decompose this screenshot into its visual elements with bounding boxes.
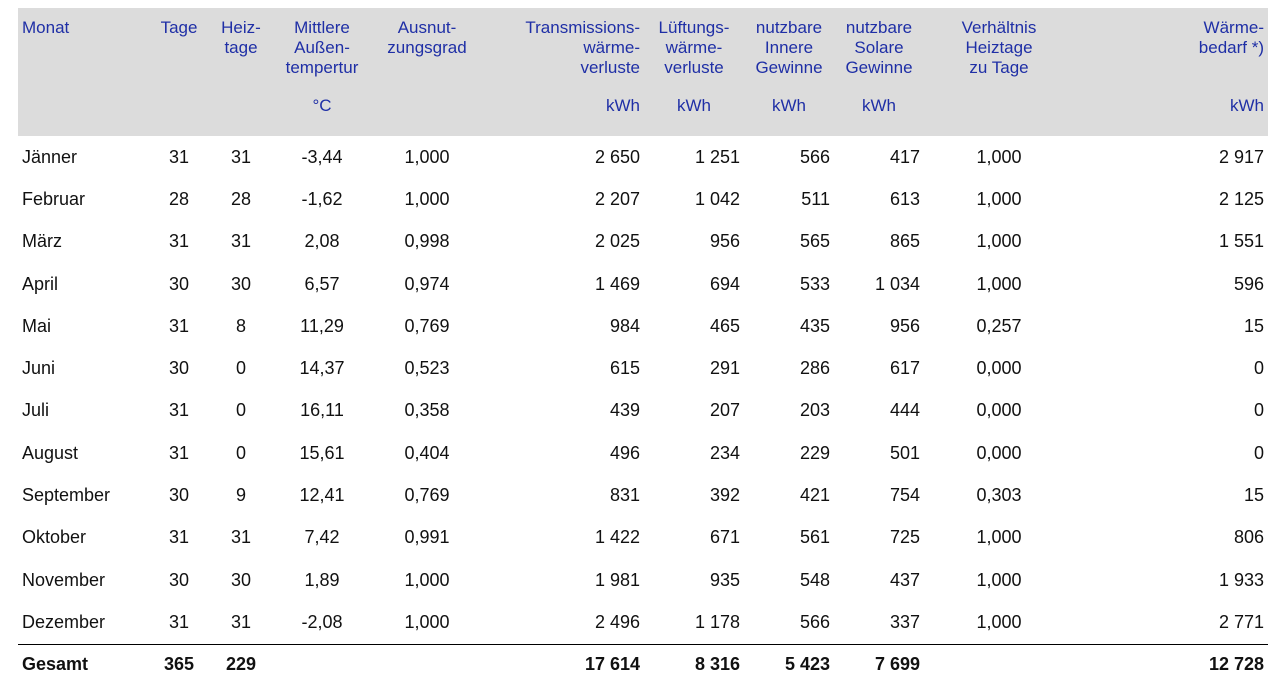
cell-transmission-losses: 496 <box>609 442 640 463</box>
cell-heating-days-ratio: 0,257 <box>976 315 1022 336</box>
cell-heat-demand: 1 551 <box>1218 231 1264 252</box>
cell-month: September <box>22 485 111 506</box>
cell-heating-days: 31 <box>230 611 252 632</box>
table-body <box>18 136 1268 644</box>
header-line: Lüftungs- <box>658 18 730 37</box>
cell-heat-demand: 806 <box>1233 527 1264 548</box>
cell-internal-gains: 286 <box>799 358 830 379</box>
cell-heat-demand: 596 <box>1233 273 1264 294</box>
cell-heating-days-ratio: 1,000 <box>976 611 1022 632</box>
cell-utilization-factor: 1,000 <box>404 611 450 632</box>
cell-heating-days-ratio: 0,000 <box>976 442 1022 463</box>
cell-days: 31 <box>168 231 190 252</box>
cell-utilization-factor: 0,991 <box>404 527 450 548</box>
header-unit: kWh <box>677 96 711 115</box>
cell-heating-days-ratio: 1,000 <box>976 527 1022 548</box>
cell-ventilation-losses: 234 <box>709 442 740 463</box>
cell-solar-gains: 865 <box>889 231 920 252</box>
cell-ventilation-losses: 1 042 <box>694 188 740 209</box>
cell-transmission-losses: 831 <box>609 485 640 506</box>
cell-heat-demand: 15 <box>1243 315 1264 336</box>
cell-solar-gains: 444 <box>889 400 920 421</box>
cell-transmission-losses: 2 496 <box>594 611 640 632</box>
cell-internal-gains: 229 <box>799 442 830 463</box>
header-line: Verhältnis <box>961 18 1037 37</box>
header-line: Heiztage <box>965 38 1033 57</box>
cell-mean-outdoor-temp: 1,89 <box>304 569 340 590</box>
total-internal-gains: 5 423 <box>744 644 834 685</box>
cell-transmission-losses: 1 469 <box>594 273 640 294</box>
header-month <box>18 8 148 136</box>
cell-days: 31 <box>168 400 190 421</box>
total-transmission-losses: 17 614 <box>482 644 644 685</box>
cell-internal-gains: 561 <box>799 527 830 548</box>
cell-utilization-factor: 0,769 <box>404 485 450 506</box>
header-line: verluste <box>664 58 724 77</box>
header-line: Gewinne <box>755 58 823 77</box>
cell-solar-gains: 956 <box>889 315 920 336</box>
header-line: nutzbare <box>845 18 913 37</box>
header-line: wärme- <box>583 38 640 57</box>
cell-solar-gains: 613 <box>889 188 920 209</box>
cell-mean-outdoor-temp: 2,08 <box>304 231 340 252</box>
header-unit: kWh <box>606 96 640 115</box>
cell-solar-gains: 417 <box>889 146 920 167</box>
cell-days: 31 <box>168 146 190 167</box>
cell-month: Dezember <box>22 611 106 632</box>
table-row <box>18 347 1268 389</box>
cell-heat-demand: 0 <box>1253 442 1264 463</box>
total-ventilation-losses: 8 316 <box>644 644 744 685</box>
cell-mean-outdoor-temp: 16,11 <box>300 400 344 421</box>
cell-month: Juni <box>22 358 56 379</box>
cell-heating-days: 30 <box>230 569 252 590</box>
cell-heating-days: 31 <box>230 231 252 252</box>
total-utilization-factor <box>372 644 482 685</box>
cell-mean-outdoor-temp: 7,42 <box>304 527 340 548</box>
cell-heat-demand: 1 933 <box>1218 569 1264 590</box>
header-line: Heiz- <box>221 18 261 37</box>
header-solar-gains <box>834 8 924 136</box>
cell-month: Mai <box>22 315 52 336</box>
cell-heating-days: 8 <box>235 315 246 336</box>
header-line: zungsgrad <box>387 38 467 57</box>
cell-heat-demand: 2 917 <box>1218 146 1264 167</box>
cell-mean-outdoor-temp: -2,08 <box>301 611 343 632</box>
cell-transmission-losses: 984 <box>609 315 640 336</box>
header-heating-days <box>210 8 272 136</box>
cell-days: 30 <box>168 485 190 506</box>
header-transmission-losses <box>482 8 644 136</box>
cell-heating-days: 31 <box>230 527 252 548</box>
total-solar-gains: 7 699 <box>834 644 924 685</box>
cell-internal-gains: 566 <box>799 146 830 167</box>
cell-transmission-losses: 1 981 <box>594 569 640 590</box>
cell-transmission-losses: 2 025 <box>594 231 640 252</box>
cell-heating-days-ratio: 1,000 <box>976 231 1022 252</box>
cell-days: 31 <box>168 611 190 632</box>
cell-ventilation-losses: 694 <box>709 273 740 294</box>
cell-solar-gains: 337 <box>889 611 920 632</box>
header-line: tempertur <box>285 58 359 77</box>
cell-heating-days: 0 <box>235 400 246 421</box>
header-heating-days-ratio <box>924 8 1074 136</box>
header-line: tage <box>224 38 258 57</box>
table-header-row <box>18 8 1268 136</box>
cell-internal-gains: 566 <box>799 611 830 632</box>
cell-solar-gains: 725 <box>889 527 920 548</box>
header-line: Gewinne <box>845 58 913 77</box>
cell-heating-days: 0 <box>235 442 246 463</box>
header-line: Transmissions- <box>525 18 640 37</box>
cell-heating-days: 31 <box>230 146 252 167</box>
cell-solar-gains: 501 <box>889 442 920 463</box>
cell-internal-gains: 533 <box>799 273 830 294</box>
total-heating-days: 229 <box>210 644 272 685</box>
table-row <box>18 221 1268 263</box>
cell-mean-outdoor-temp: 11,29 <box>300 315 344 336</box>
cell-days: 30 <box>168 569 190 590</box>
cell-days: 31 <box>168 442 190 463</box>
cell-days: 31 <box>168 527 190 548</box>
cell-mean-outdoor-temp: 6,57 <box>304 273 340 294</box>
cell-heating-days-ratio: 1,000 <box>976 273 1022 294</box>
header-line: bedarf *) <box>1198 38 1264 57</box>
cell-utilization-factor: 0,404 <box>404 442 450 463</box>
header-line: verluste <box>580 58 640 77</box>
heat-demand-table <box>18 8 1268 685</box>
cell-solar-gains: 1 034 <box>874 273 920 294</box>
header-mean-outdoor-temp <box>272 8 372 136</box>
cell-internal-gains: 421 <box>799 485 830 506</box>
total-heating-days-ratio <box>924 644 1074 685</box>
cell-heat-demand: 0 <box>1253 400 1264 421</box>
cell-heat-demand: 0 <box>1253 358 1264 379</box>
header-utilization-factor <box>372 8 482 136</box>
heat-demand-table-container <box>18 8 1268 685</box>
cell-heating-days-ratio: 0,000 <box>976 358 1022 379</box>
cell-heating-days-ratio: 1,000 <box>976 146 1022 167</box>
header-line: nutzbare <box>755 18 823 37</box>
cell-month: August <box>22 442 79 463</box>
cell-month: Oktober <box>22 527 87 548</box>
cell-transmission-losses: 2 207 <box>594 188 640 209</box>
header-line: Tage <box>160 18 198 37</box>
cell-ventilation-losses: 1 251 <box>694 146 740 167</box>
cell-ventilation-losses: 291 <box>709 358 740 379</box>
header-unit: kWh <box>1230 96 1264 115</box>
cell-utilization-factor: 1,000 <box>404 569 450 590</box>
cell-days: 30 <box>168 358 190 379</box>
cell-ventilation-losses: 1 178 <box>694 611 740 632</box>
cell-mean-outdoor-temp: -3,44 <box>301 146 343 167</box>
header-line: Innere <box>764 38 814 57</box>
cell-transmission-losses: 615 <box>609 358 640 379</box>
cell-utilization-factor: 1,000 <box>404 188 450 209</box>
cell-heating-days-ratio: 1,000 <box>976 188 1022 209</box>
cell-solar-gains: 754 <box>889 485 920 506</box>
cell-internal-gains: 435 <box>799 315 830 336</box>
header-line: Außen- <box>294 38 350 57</box>
header-line: wärme- <box>665 38 723 57</box>
header-days <box>148 8 210 136</box>
cell-transmission-losses: 439 <box>609 400 640 421</box>
cell-heat-demand: 2 771 <box>1218 611 1264 632</box>
cell-heat-demand: 2 125 <box>1218 188 1264 209</box>
cell-month: Jänner <box>22 146 78 167</box>
cell-heating-days-ratio: 1,000 <box>976 569 1022 590</box>
cell-mean-outdoor-temp: 12,41 <box>299 485 345 506</box>
cell-month: März <box>22 231 62 252</box>
header-heat-demand <box>1074 8 1268 136</box>
table-row <box>18 390 1268 432</box>
cell-ventilation-losses: 935 <box>709 569 740 590</box>
header-line: zu Tage <box>969 58 1029 77</box>
cell-utilization-factor: 0,769 <box>404 315 450 336</box>
cell-heat-demand: 15 <box>1243 485 1264 506</box>
cell-ventilation-losses: 465 <box>709 315 740 336</box>
table-row <box>18 601 1268 644</box>
cell-ventilation-losses: 671 <box>709 527 740 548</box>
cell-days: 31 <box>168 315 190 336</box>
cell-transmission-losses: 1 422 <box>594 527 640 548</box>
cell-heating-days: 28 <box>230 188 252 209</box>
cell-heating-days: 0 <box>235 358 246 379</box>
header-line: Mittlere <box>294 18 350 37</box>
cell-month: April <box>22 273 59 294</box>
cell-utilization-factor: 1,000 <box>404 146 450 167</box>
cell-utilization-factor: 0,998 <box>404 231 450 252</box>
cell-internal-gains: 203 <box>799 400 830 421</box>
header-unit: kWh <box>862 96 896 115</box>
cell-mean-outdoor-temp: 14,37 <box>299 358 345 379</box>
cell-internal-gains: 548 <box>799 569 830 590</box>
cell-month: November <box>22 569 106 590</box>
cell-ventilation-losses: 956 <box>709 231 740 252</box>
cell-solar-gains: 437 <box>889 569 920 590</box>
cell-solar-gains: 617 <box>889 358 920 379</box>
cell-heating-days-ratio: 0,303 <box>976 485 1022 506</box>
cell-utilization-factor: 0,358 <box>404 400 450 421</box>
header-unit: °C <box>312 96 332 115</box>
header-ventilation-losses <box>644 8 744 136</box>
cell-utilization-factor: 0,974 <box>404 273 450 294</box>
cell-heating-days: 30 <box>230 273 252 294</box>
cell-month: Juli <box>22 400 50 421</box>
table-row <box>18 136 1268 178</box>
cell-heating-days-ratio: 0,000 <box>976 400 1022 421</box>
table-row <box>18 178 1268 220</box>
total-heat-demand: 12 728 <box>1074 644 1268 685</box>
table-row <box>18 474 1268 516</box>
total-row <box>18 644 1268 685</box>
table-row <box>18 517 1268 559</box>
header-line: Solare <box>854 38 904 57</box>
cell-heating-days: 9 <box>235 485 246 506</box>
total-mean-outdoor-temp <box>272 644 372 685</box>
cell-days: 30 <box>168 273 190 294</box>
cell-ventilation-losses: 207 <box>709 400 740 421</box>
cell-ventilation-losses: 392 <box>709 485 740 506</box>
cell-mean-outdoor-temp: -1,62 <box>301 188 343 209</box>
cell-mean-outdoor-temp: 15,61 <box>299 442 345 463</box>
total-days: 365 <box>148 644 210 685</box>
cell-internal-gains: 565 <box>799 231 830 252</box>
table-row <box>18 263 1268 305</box>
header-unit: kWh <box>772 96 806 115</box>
total-month: Gesamt <box>18 644 148 685</box>
table-row <box>18 559 1268 601</box>
cell-month: Februar <box>22 188 86 209</box>
header-line: Monat <box>22 18 70 37</box>
table-row <box>18 305 1268 347</box>
cell-internal-gains: 511 <box>801 188 830 209</box>
table-row <box>18 432 1268 474</box>
header-internal-gains <box>744 8 834 136</box>
header-line: Wärme- <box>1203 18 1264 37</box>
cell-transmission-losses: 2 650 <box>594 146 640 167</box>
header-line: Ausnut- <box>397 18 457 37</box>
cell-utilization-factor: 0,523 <box>404 358 450 379</box>
cell-days: 28 <box>168 188 190 209</box>
